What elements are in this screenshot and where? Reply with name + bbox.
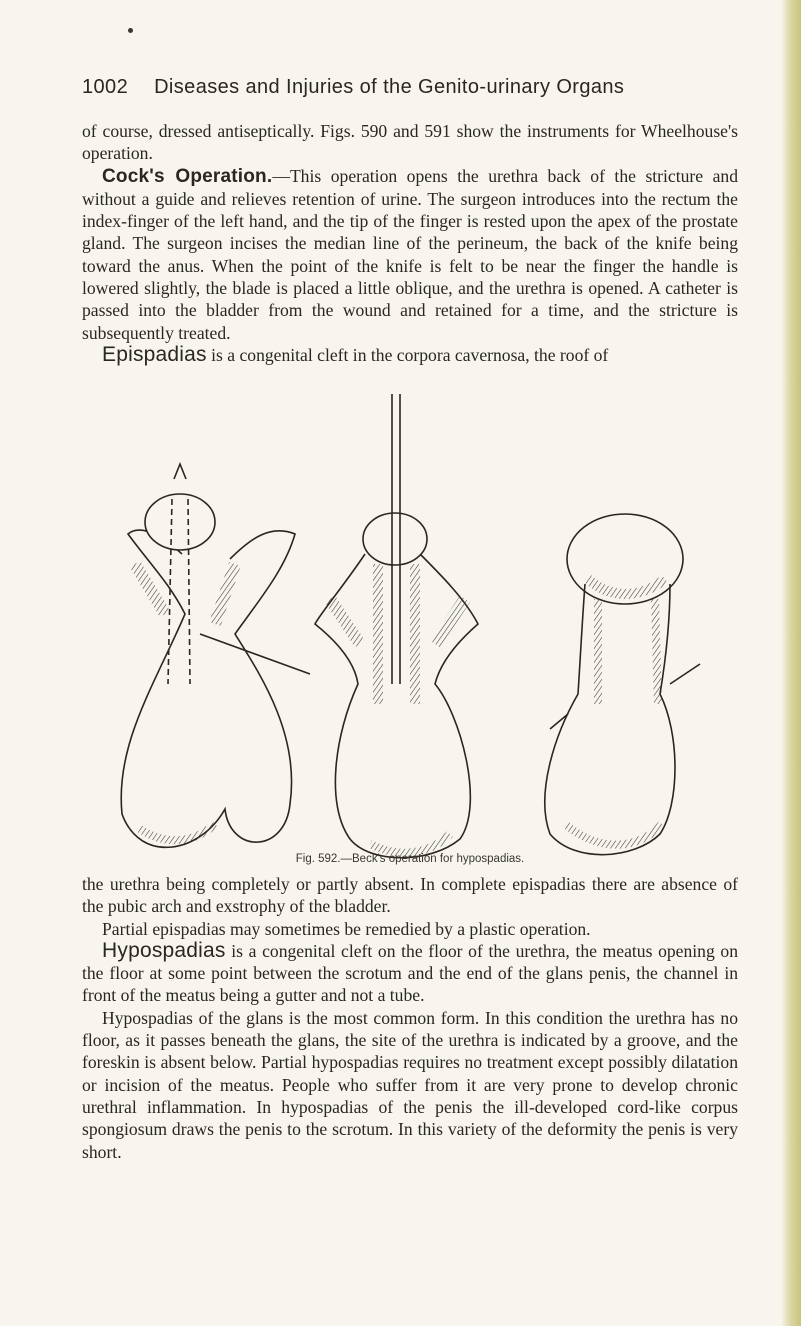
paragraph: Partial epispadias may sometimes be remedied by a plastic operation. (102, 918, 591, 939)
paragraph: Hypospadias of the glans is the most common form. In this condition the urethra has no floor, as it passes beneath the glans, the site of the urethra is indicated by a groove, and the foreskin is absent below. Partial hypospadias requires no treatment except possibly dilatation or incision of the meatus. People who suffer from it are very prone to develop chronic urethral inflammation. In hypospadias of the penis the ill-developed cord-like corpus spongiosum draws the penis to the scrotum. In this variety of the deformity the penis is very short. (82, 1007, 738, 1162)
section-heading: Hypospadias (102, 938, 226, 962)
paragraph: the urethra being completely or partly absent. In complete epispadias there are absence of the pubic arch and exstrophy of the bladder. (82, 874, 738, 917)
page-number: 1002 (82, 76, 129, 98)
text-block-bottom (82, 873, 738, 1163)
drawing-left (121, 464, 310, 847)
paragraph-text: is a congenital cleft in the corpora cavernosa, the roof of (206, 344, 609, 365)
figure-592-illustration (110, 384, 720, 864)
paragraph-epispadias (82, 344, 738, 366)
paragraph-cocks-operation (82, 165, 738, 344)
text-block-top (82, 120, 738, 366)
paragraph-text: is a congenital cleft on the floor of the urethra, the meatus opening on the floor at some point between the scrotum and the end of the glans penis, the channel in front of the meatus being a gutter and not a tube. (82, 940, 738, 1006)
drawing-middle (315, 394, 478, 858)
paragraph-text: —This operation opens the urethra back of the stricture and without a guide and relieves retention of urine. The surgeon introduces into the rectum the index-finger of the left hand, and the tip of the finger is rested upon the apex of the prostate gland. The surgeon incises the median line of the perineum, the back of the knife being toward the anus. When the point of the knife is felt to be near the finger the handle is lowered slightly, the blade is placed a little oblique, and the urethra is opened. A catheter is passed into the bladder from the wound and retained for a time, and the stricture is subsequently treated. (82, 165, 738, 343)
paragraph: of course, dressed antiseptically. Figs. 590 and 591 show the instruments for Wheelhouse's operation. (82, 121, 738, 164)
running-title: Diseases and Injuries of the Genito-urinary Organs (154, 76, 625, 98)
paragraph-hypospadias (82, 940, 738, 1007)
page-edge (781, 0, 801, 1326)
section-heading: Epispadias (102, 342, 207, 366)
section-heading: Cock's Operation. (102, 165, 273, 187)
drawing-right (545, 514, 700, 855)
running-head (82, 76, 742, 99)
figure-caption: Fig. 592.—Beck's operation for hypospadias. (295, 853, 525, 865)
print-mark (128, 28, 133, 33)
